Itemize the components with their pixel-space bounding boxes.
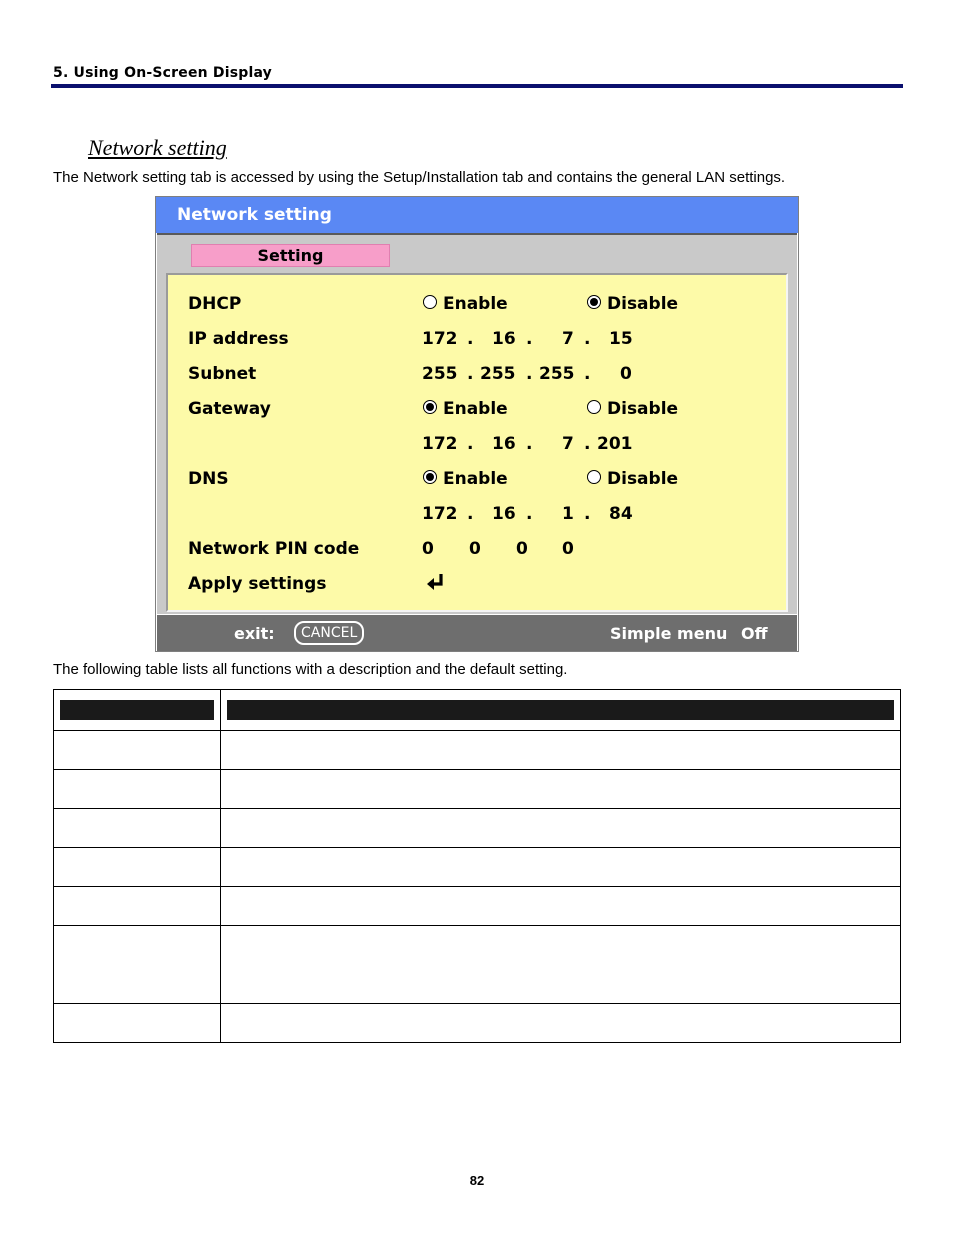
functions-table [53,689,901,1043]
radio-unselected-icon[interactable] [587,470,601,484]
header-bar [227,700,894,720]
header-cell-function [54,690,221,731]
radio-unselected-icon[interactable] [587,400,601,414]
radio-selected-icon[interactable] [423,470,437,484]
page-number: 82 [469,1173,485,1188]
gateway-dot-1: . [467,434,474,454]
subnet-label: Subnet [188,364,257,384]
enter-icon[interactable] [426,573,446,591]
row-dns[interactable] [168,462,786,497]
gateway-label: Gateway [188,399,271,419]
ip-dot-1: . [467,329,474,349]
dhcp-disable-option[interactable]: Disable [587,287,678,322]
simple-menu-label: Simple menu [610,624,728,643]
subnet-dot-1: . [467,364,474,384]
row-apply-settings[interactable] [168,567,786,602]
header-bar [60,700,214,720]
subnet-octet-3[interactable]: 255 [539,364,575,384]
gateway-octet-4[interactable]: 201 [597,434,633,454]
dns-dot-2: . [526,504,533,524]
dns-label: DNS [188,469,229,489]
subnet-octet-2[interactable]: 255 [480,364,516,384]
exit-label: exit: [234,624,275,643]
row-subnet[interactable] [168,357,786,392]
ip-octet-3[interactable]: 7 [562,329,574,349]
osd-title: Network setting [156,197,798,233]
osd-frame [157,233,797,614]
dns-octet-4[interactable]: 84 [609,504,633,524]
row-gateway-address[interactable] [168,427,786,462]
dns-octet-2[interactable]: 16 [492,504,516,524]
table-row [54,848,901,887]
dns-octet-1[interactable]: 172 [422,504,458,524]
table-row [54,926,901,1004]
header-rule [51,84,903,88]
simple-menu-state[interactable]: Off [741,624,768,643]
subnet-octet-1[interactable]: 255 [422,364,458,384]
osd-network-setting-panel [155,196,799,652]
table-header-row [54,690,901,731]
ip-octet-4[interactable]: 15 [609,329,633,349]
gateway-dot-3: . [584,434,591,454]
row-network-pin-code[interactable] [168,532,786,567]
apply-settings-label: Apply settings [188,574,327,594]
table-row [54,770,901,809]
table-intro: The following table lists all functions with a description and the default setting. [53,661,568,678]
intro-paragraph: The Network setting tab is accessed by using the Setup/Installation tab and contains the general LAN settings. [53,169,786,186]
table-row [54,1004,901,1043]
subnet-octet-4[interactable]: 0 [620,364,632,384]
dns-enable-option[interactable]: Enable [423,462,508,497]
dns-dot-1: . [467,504,474,524]
subnet-dot-2: . [526,364,533,384]
row-dns-address[interactable] [168,497,786,532]
table-row [54,809,901,848]
gateway-octet-2[interactable]: 16 [492,434,516,454]
radio-selected-icon[interactable] [423,400,437,414]
gateway-disable-option[interactable]: Disable [587,392,678,427]
header-cell-description [221,690,901,731]
osd-footer [157,615,797,651]
ip-octet-2[interactable]: 16 [492,329,516,349]
ip-dot-3: . [584,329,591,349]
dns-disable-option[interactable]: Disable [587,462,678,497]
ip-address-label: IP address [188,329,289,349]
gateway-enable-option[interactable]: Enable [423,392,508,427]
gateway-octet-1[interactable]: 172 [422,434,458,454]
pin-digit-1[interactable]: 0 [422,539,434,559]
running-head: 5. Using On-Screen Display [53,65,273,81]
pin-digit-2[interactable]: 0 [469,539,481,559]
row-ip-address[interactable] [168,322,786,357]
ip-dot-2: . [526,329,533,349]
table-row [54,731,901,770]
row-gateway[interactable] [168,392,786,427]
dhcp-label: DHCP [188,294,242,314]
pin-digit-3[interactable]: 0 [516,539,528,559]
tab-setting[interactable]: Setting [191,244,390,267]
network-pin-label: Network PIN code [188,539,360,559]
radio-unselected-icon[interactable] [423,295,437,309]
pin-digit-4[interactable]: 0 [562,539,574,559]
dns-dot-3: . [584,504,591,524]
gateway-dot-2: . [526,434,533,454]
subnet-dot-3: . [584,364,591,384]
row-dhcp[interactable] [168,287,786,322]
dhcp-enable-option[interactable]: Enable [423,287,508,322]
osd-settings-list [166,273,788,612]
radio-selected-icon[interactable] [587,295,601,309]
dns-octet-3[interactable]: 1 [562,504,574,524]
gateway-octet-3[interactable]: 7 [562,434,574,454]
table-row [54,887,901,926]
cancel-button[interactable]: CANCEL [294,621,364,645]
ip-octet-1[interactable]: 172 [422,329,458,349]
section-title: Network setting [88,135,227,160]
